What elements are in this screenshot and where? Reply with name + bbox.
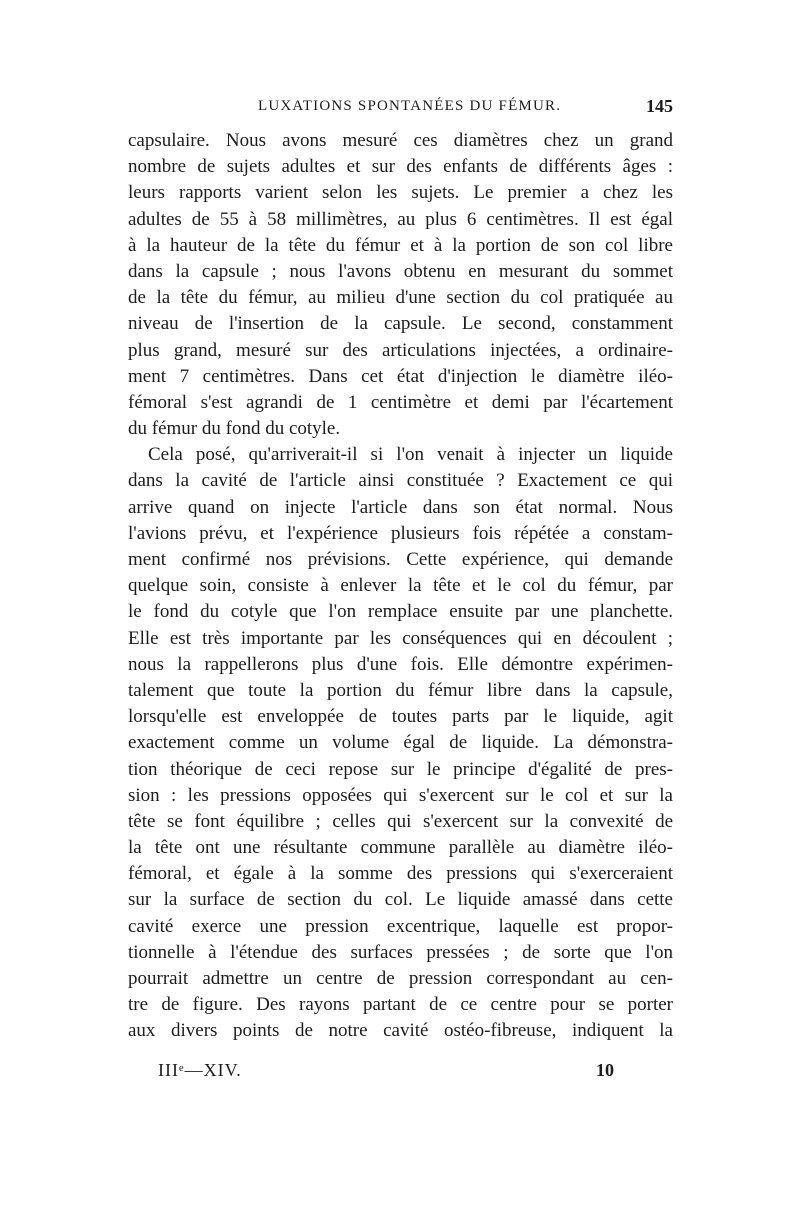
text-line: de la tête du fémur, au milieu d'une section du col pratiquée au <box>128 287 673 309</box>
text-line: du fémur du fond du cotyle. <box>128 418 341 440</box>
text-line: dans la cavité de l'article ainsi constituée ? Exactement ce qui <box>128 470 673 492</box>
running-title: LUXATIONS SPONTANÉES DU FÉMUR. <box>258 98 562 114</box>
text-line: plus grand, mesuré sur des articulations injectées, a ordinaire- <box>128 339 673 361</box>
text-line: arrive quand on injecte l'article dans son état normal. Nous <box>128 496 673 518</box>
page-number: 145 <box>646 96 673 116</box>
text-line: ment confirmé nos prévisions. Cette expérience, qui demande <box>128 549 673 570</box>
text-line: Cela posé, qu'arriverait-il si l'on venait à injecter un liquide <box>148 444 673 466</box>
text-line: pourrait admettre un centre de pression correspondant au cen- <box>128 968 673 989</box>
text-line: lorsqu'elle est enveloppée de toutes parts par le liquide, agit <box>128 706 673 728</box>
text-line: tion théorique de ceci repose sur le principe d'égalité de pres- <box>128 758 673 780</box>
text-line: tre de figure. Des rayons partant de ce centre pour se porter <box>128 994 673 1016</box>
text-line: la tête ont une résultante commune parallèle au diamètre iléo- <box>128 837 673 859</box>
running-head <box>128 98 673 122</box>
page-footer <box>128 1060 673 1086</box>
text-line: aux divers points de notre cavité ostéo-fibreuse, indiquent la <box>128 1020 673 1042</box>
text-line: leurs rapports varient selon les sujets. Le premier a chez les <box>128 182 673 204</box>
text-line: fémoral, et égale à la somme des pressions qui s'exerceraient <box>128 863 673 885</box>
text-line: dans la capsule ; nous l'avons obtenu en mesurant du sommet <box>128 260 673 282</box>
text-line: ment 7 centimètres. Dans cet état d'injection le diamètre iléo- <box>128 365 673 387</box>
text-line: niveau de l'insertion de la capsule. Le second, constamment <box>128 313 673 335</box>
text-line: Elle est très importante par les conséquences qui en découlent ; <box>128 627 673 649</box>
text-line: fémoral s'est agrandi de 1 centimètre et demi par l'écartement <box>128 391 673 413</box>
text-line: à la hauteur de la tête du fémur et à la portion de son col libre <box>128 234 673 256</box>
gathering-signature: IIIᵉ—XIV. <box>158 1060 242 1080</box>
signature-number: 10 <box>596 1060 614 1080</box>
text-line: capsulaire. Nous avons mesuré ces diamètres chez un grand <box>128 130 673 151</box>
text-line: tionnelle à l'étendue des surfaces pressées ; de sorte que l'on <box>128 941 673 963</box>
text-line: talement que toute la portion du fémur libre dans la capsule, <box>128 679 673 701</box>
text-line: nombre de sujets adultes et sur des enfants de différents âges : <box>128 156 673 178</box>
text-line: tête se font équilibre ; celles qui s'exercent sur la convexité de <box>128 810 673 832</box>
body-text <box>128 128 673 1045</box>
text-line: sion : les pressions opposées qui s'exercent sur le col et sur la <box>128 784 673 806</box>
text-line: cavité exerce une pression excentrique, laquelle est propor- <box>128 915 673 937</box>
text-line: le fond du cotyle que l'on remplace ensuite par une planchette. <box>128 601 673 623</box>
text-line: adultes de 55 à 58 millimètres, au plus 6 centimètres. Il est égal <box>128 208 673 230</box>
text-line: sur la surface de section du col. Le liquide amassé dans cette <box>128 889 673 911</box>
text-line: nous la rappellerons plus d'une fois. Elle démontre expérimen- <box>128 653 673 675</box>
text-line: l'avions prévu, et l'expérience plusieurs fois répétée a constam- <box>128 522 673 544</box>
text-line: exactement comme un volume égal de liquide. La démonstra- <box>128 732 673 754</box>
text-line: quelque soin, consiste à enlever la tête et le col du fémur, par <box>128 575 673 597</box>
